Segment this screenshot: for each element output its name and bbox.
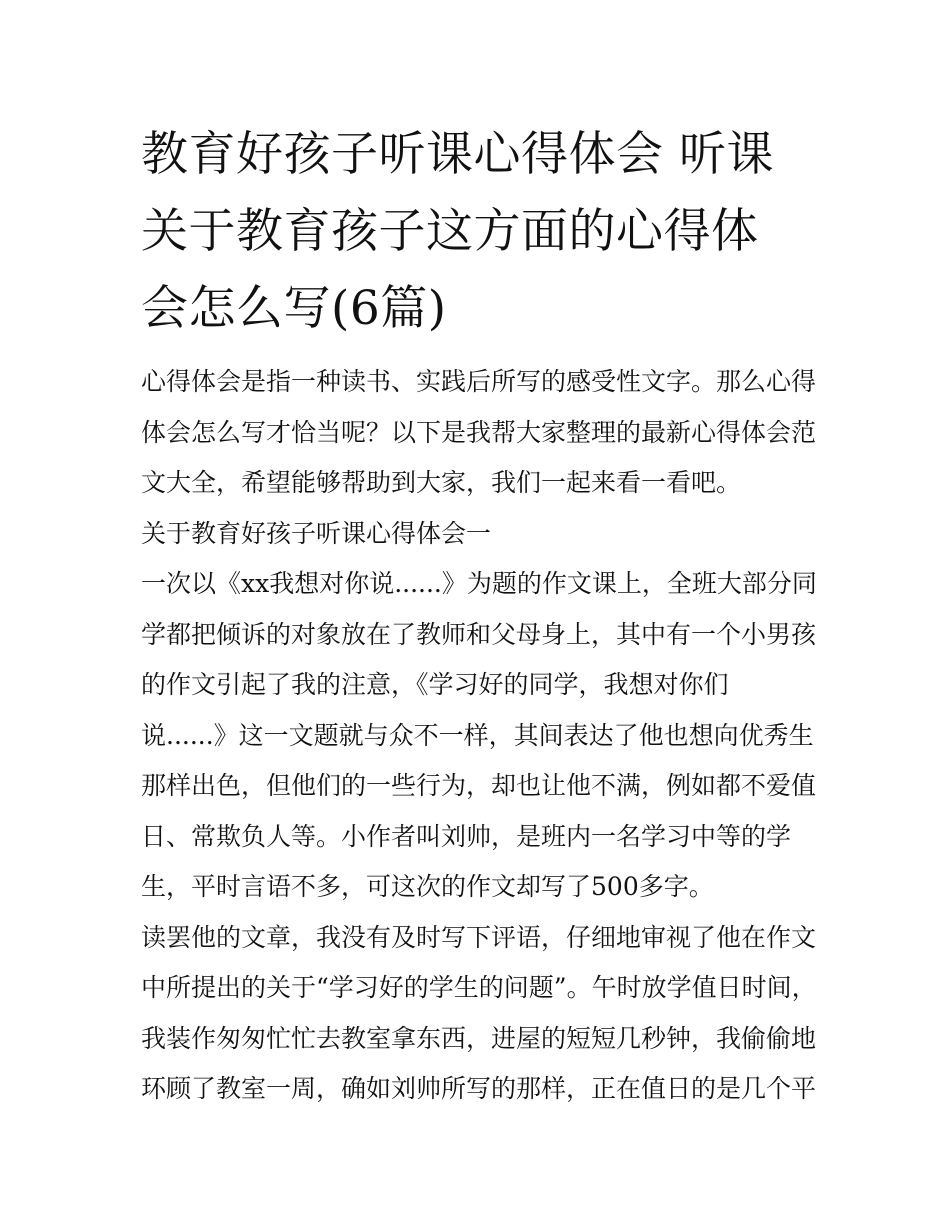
document-title <box>141 116 813 347</box>
text-line: 体会怎么写才恰当呢？以下是我帮大家整理的最新心得体会范 <box>141 417 817 447</box>
title-line: 会怎么写(6篇) <box>141 281 447 336</box>
text-line: 我装作匆匆忙忙去教室拿东西，进屋的短短几秒钟，我偷偷地 <box>141 1023 817 1053</box>
body-paragraph <box>141 559 817 913</box>
text-line: 学都把倾诉的对象放在了教师和父母身上，其中有一个小男孩 <box>141 619 817 649</box>
title-line: 教育好孩子听课心得体会 听课 <box>141 127 774 182</box>
text-line: 读罢他的文章，我没有及时写下评语，仔细地审视了他在作文 <box>141 922 817 952</box>
text-line: 日、常欺负人等。小作者叫刘帅，是班内一名学习中等的学 <box>141 821 792 851</box>
document-body <box>141 116 817 1115</box>
text-line: 一次以《xx我想对你说......》为题的作文课上，全班大部分同 <box>141 569 817 598</box>
text-line: 生，平时言语不多，可这次的作文却写了500多字。 <box>141 872 714 901</box>
title-line: 关于教育孩子这方面的心得体 <box>141 204 759 259</box>
text-line: 中所提出的关于“学习好的学生的问题”。午时放学值日时间， <box>141 973 817 1002</box>
text-line: 文大全，希望能够帮助到大家，我们一起来看一看吧。 <box>141 468 742 497</box>
text-line: 心得体会是指一种读书、实践后所写的感受性文字。那么心得 <box>141 367 817 396</box>
text-line: 关于教育好孩子听课心得体会一 <box>141 518 492 548</box>
text-line: 那样出色，但他们的一些行为，却也让他不满，例如都不爱值 <box>141 771 817 800</box>
section-heading <box>141 509 813 560</box>
text-line: 的作文引起了我的注意，《学习好的同学，我想对你们 <box>141 670 729 699</box>
intro-paragraph <box>141 357 817 509</box>
body-paragraph <box>141 913 817 1115</box>
text-line: 说......》这一文题就与众不一样，其间表达了他也想向优秀生 <box>141 720 814 750</box>
text-line: 环顾了教室一周，确如刘帅所写的那样，正在值日的是几个平 <box>141 1074 817 1103</box>
